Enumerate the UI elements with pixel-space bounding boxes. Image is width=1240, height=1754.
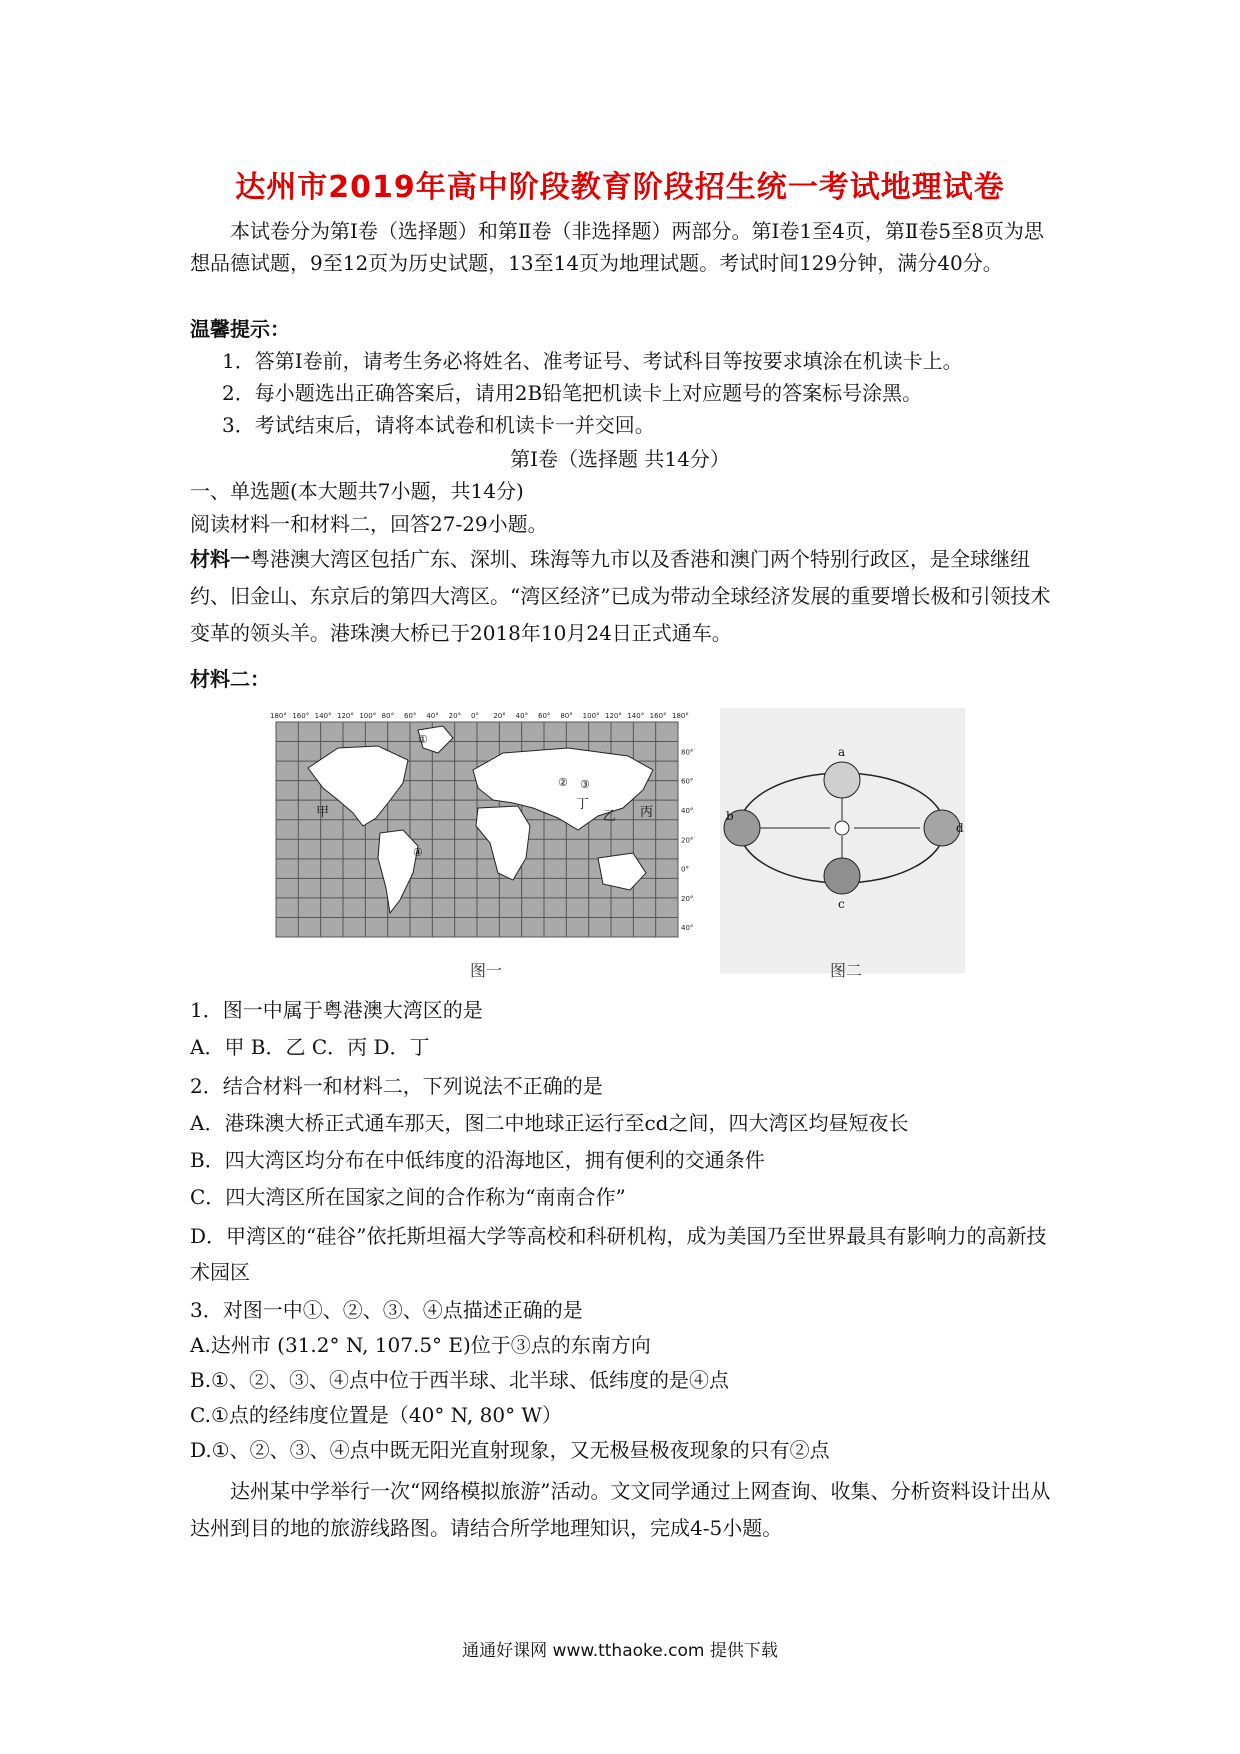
point-label-1: ①: [418, 733, 428, 746]
question-3-option-b: B.①、②、③、④点中位于西半球、北半球、低纬度的是④点: [190, 1368, 729, 1392]
longitude-label: 40°: [515, 712, 529, 720]
orbit-graphic: [720, 708, 965, 948]
reading-instruction: 阅读材料一和材料二，回答27-29小题。: [190, 512, 548, 536]
question-2-stem: 2．结合材料一和材料二，下列说法不正确的是: [190, 1074, 603, 1098]
intro-paragraph: 本试卷分为第Ⅰ卷（选择题）和第Ⅱ卷（非选择题）两部分。第Ⅰ卷1至4页，第Ⅱ卷5至8页为思想品德试题，9至12页为历史试题，13至14页为地理试题。考试时间129分钟，满分40分。: [190, 219, 1044, 275]
position-label-b: b: [726, 809, 734, 823]
point-label-4: ④: [413, 846, 423, 859]
latitude-label: 20°: [681, 836, 694, 845]
material1-label: 材料一: [190, 547, 250, 571]
latitude-label: 60°: [681, 777, 694, 786]
longitude-label: 140°: [627, 712, 645, 720]
question-2-option-b: B．四大湾区均分布在中低纬度的沿海地区，拥有便利的交通条件: [190, 1148, 765, 1172]
position-label-d: d: [956, 821, 964, 835]
figure2-orbit-diagram: [720, 708, 965, 973]
longitude-label: 80°: [381, 712, 395, 720]
figure2-caption: 图二: [830, 961, 863, 980]
longitude-label: 20°: [448, 712, 462, 720]
region-label-jia: 甲: [316, 805, 330, 820]
latitude-label: 80°: [681, 748, 694, 757]
point-label-2: ②: [558, 776, 568, 789]
longitude-label: 120°: [605, 712, 622, 720]
question-1-stem: 1．图一中属于粤港澳大湾区的是: [190, 998, 483, 1022]
longitude-label: 40°: [426, 712, 439, 720]
longitude-label: 160°: [649, 712, 667, 720]
section-title: 第Ⅰ卷（选择题 共14分）: [510, 447, 730, 471]
question-2-option-a: A．港珠澳大桥正式通车那天，图二中地球正运行至cd之间，四大湾区均昼短夜长: [190, 1111, 909, 1135]
exam-title: 达州市2019年高中阶段教育阶段招生统一考试地理试卷: [235, 170, 1005, 205]
longitude-label: 140°: [314, 712, 332, 720]
earth-position-c: [824, 858, 860, 894]
latitude-label: 40°: [681, 806, 694, 815]
material1-text: 粤港澳大湾区包括广东、深圳、珠海等九市以及香港和澳门两个特别行政区，是全球继纽约、旧金山、东京后的第四大湾区。“湾区经济”已成为带动全球经济发展的重要增长极和引领技术变革的领头羊。港珠澳大桥已于2018年10月24日正式通车。: [190, 547, 1051, 645]
region-label-bing: 丙: [640, 805, 654, 820]
longitude-label: 160°: [292, 712, 310, 720]
longitude-label: 100°: [359, 712, 377, 720]
closing-paragraph: 达州某中学举行一次“网络模拟旅游”活动。文文同学通过上网查询、收集、分析资料设计出从达州到目的地的旅游线路图。请结合所学地理知识，完成4-5小题。: [190, 1479, 1051, 1540]
tip-item-2: 2．每小题选出正确答案后，请用2B铅笔把机读卡上对应题号的答案标号涂黑。: [222, 381, 923, 405]
question-3-stem: 3．对图一中①、②、③、④点描述正确的是: [190, 1298, 583, 1322]
longitude-label: 0°: [471, 712, 479, 720]
latitude-label: 0°: [681, 865, 689, 874]
earth-position-d: [924, 810, 960, 846]
longitude-label: 80°: [560, 712, 573, 720]
longitude-label: 100°: [582, 712, 600, 720]
region-label-yi: 乙: [603, 809, 617, 824]
part-heading: 一、单选题(本大题共7小题，共14分): [190, 479, 524, 503]
material1-paragraph: [190, 541, 1060, 652]
material2-label: 材料二：: [190, 667, 270, 691]
position-label-c: c: [838, 897, 845, 911]
tip-item-3: 3．考试结束后，请将本试卷和机读卡一并交回。: [222, 413, 655, 437]
longitude-label: 60°: [538, 712, 551, 720]
figure1-caption: 图一: [470, 961, 503, 980]
question-3-option-d: D.①、②、③、④点中既无阳光直射现象，又无极昼极夜现象的只有②点: [190, 1438, 830, 1462]
latitude-label: 20°: [681, 894, 694, 903]
tips-heading: 温馨提示：: [190, 317, 290, 341]
region-label-ding: 丁: [576, 797, 590, 812]
question-3-option-c: C.①点的经纬度位置是（40° N, 80° W）: [190, 1403, 562, 1427]
question-2-option-c: C．四大湾区所在国家之间的合作称为“南南合作”: [190, 1185, 626, 1209]
question-1-options: A．甲 B．乙 C．丙 D．丁: [190, 1035, 430, 1059]
question-2-option-d: D．甲湾区的“硅谷”依托斯坦福大学等高校和科研机构，成为美国乃至世界最具有影响力的高新技术园区: [190, 1224, 1047, 1284]
point-label-3: ③: [580, 778, 590, 791]
longitude-label: 60°: [404, 712, 417, 720]
longitude-label: 120°: [337, 712, 354, 720]
earth-position-a: [824, 762, 860, 798]
question-3-option-a: A.达州市 (31.2° N, 107.5° E)位于③点的东南方向: [190, 1333, 651, 1357]
longitude-label: 180°: [270, 712, 287, 720]
longitude-label: 180°: [672, 712, 689, 720]
position-label-a: a: [838, 745, 846, 759]
tip-item-1: 1．答第Ⅰ卷前，请考生务必将姓名、准考证号、考试科目等按要求填涂在机读卡上。: [222, 349, 963, 373]
latitude-label: 40°: [681, 924, 694, 933]
world-map-graphic: [268, 708, 698, 946]
page-footer: 通通好课网 www.tthaoke.com 提供下载: [462, 1641, 778, 1661]
longitude-label: 20°: [493, 712, 506, 720]
figure1-world-map: [268, 708, 698, 946]
